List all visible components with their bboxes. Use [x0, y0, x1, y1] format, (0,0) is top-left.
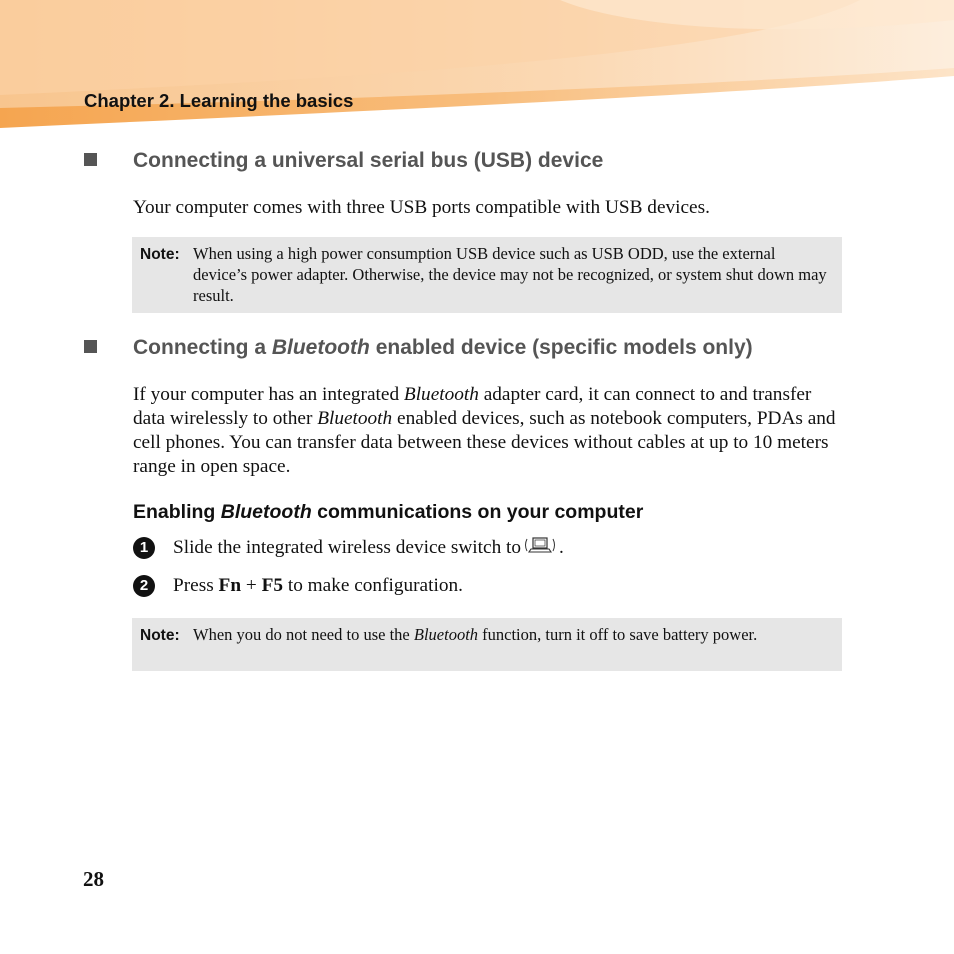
square-bullet-icon	[84, 340, 97, 353]
usb-note	[132, 237, 842, 313]
key-plus: +	[245, 575, 257, 596]
note-label: Note:	[140, 627, 180, 644]
sub-post: communications on your computer	[317, 501, 644, 523]
bt-title-italic: Bluetooth	[271, 336, 370, 359]
bt-body-italic: Bluetooth	[403, 384, 479, 405]
note-text: When using a high power consumption USB device such as USB ODD, use the external device’s power adapter. Otherwise, the device may not be recognized, or system shut down may result.	[193, 244, 827, 305]
sub-italic: Bluetooth	[220, 501, 312, 523]
key-fn: Fn	[218, 575, 242, 596]
bt-section-heading	[84, 336, 753, 360]
bt-body-part: If your computer has an integrated	[133, 384, 400, 405]
bt-body-part: enabled devices, such as notebook computers, PDAs and cell phones. You can transfer data between these devices without cables at up to 10 meters range in open space.	[133, 408, 836, 477]
key-f5: F5	[261, 575, 284, 596]
step-2	[133, 575, 463, 597]
note-text	[193, 624, 832, 646]
step-number: 1	[133, 537, 155, 559]
note-post: function, turn it off to save battery power.	[482, 625, 758, 644]
step-end: .	[559, 537, 564, 558]
bt-title-post: enabled device (specific models only)	[375, 336, 753, 359]
usb-section-heading	[84, 149, 603, 173]
wireless-switch-icon	[523, 536, 557, 560]
usb-body: Your computer comes with three USB ports compatible with USB devices.	[133, 197, 710, 218]
bt-body-italic: Bluetooth	[317, 408, 393, 429]
step-text-pre: Press	[173, 575, 214, 596]
bt-body-part: adapter card, it can connect to and transfer data wirelessly to other	[133, 384, 812, 429]
square-bullet-icon	[84, 153, 97, 166]
step-1	[133, 536, 564, 560]
usb-section-title: Connecting a universal serial bus (USB) device	[133, 149, 604, 172]
chapter-title: Chapter 2. Learning the basics	[84, 90, 354, 111]
note-label: Note:	[140, 246, 180, 263]
bt-subheading	[133, 501, 643, 524]
note-pre: When you do not need to use the	[193, 625, 410, 644]
note-italic: Bluetooth	[413, 625, 479, 644]
bt-title-pre: Connecting a	[133, 336, 267, 359]
sub-pre: Enabling	[133, 501, 216, 523]
page-number: 28	[83, 867, 104, 891]
step-number: 2	[133, 575, 155, 597]
bt-body	[133, 383, 843, 479]
step-text-post: to make configuration.	[287, 575, 463, 596]
step-text: Slide the integrated wireless device switch to	[173, 537, 522, 558]
bt-note	[132, 618, 842, 671]
